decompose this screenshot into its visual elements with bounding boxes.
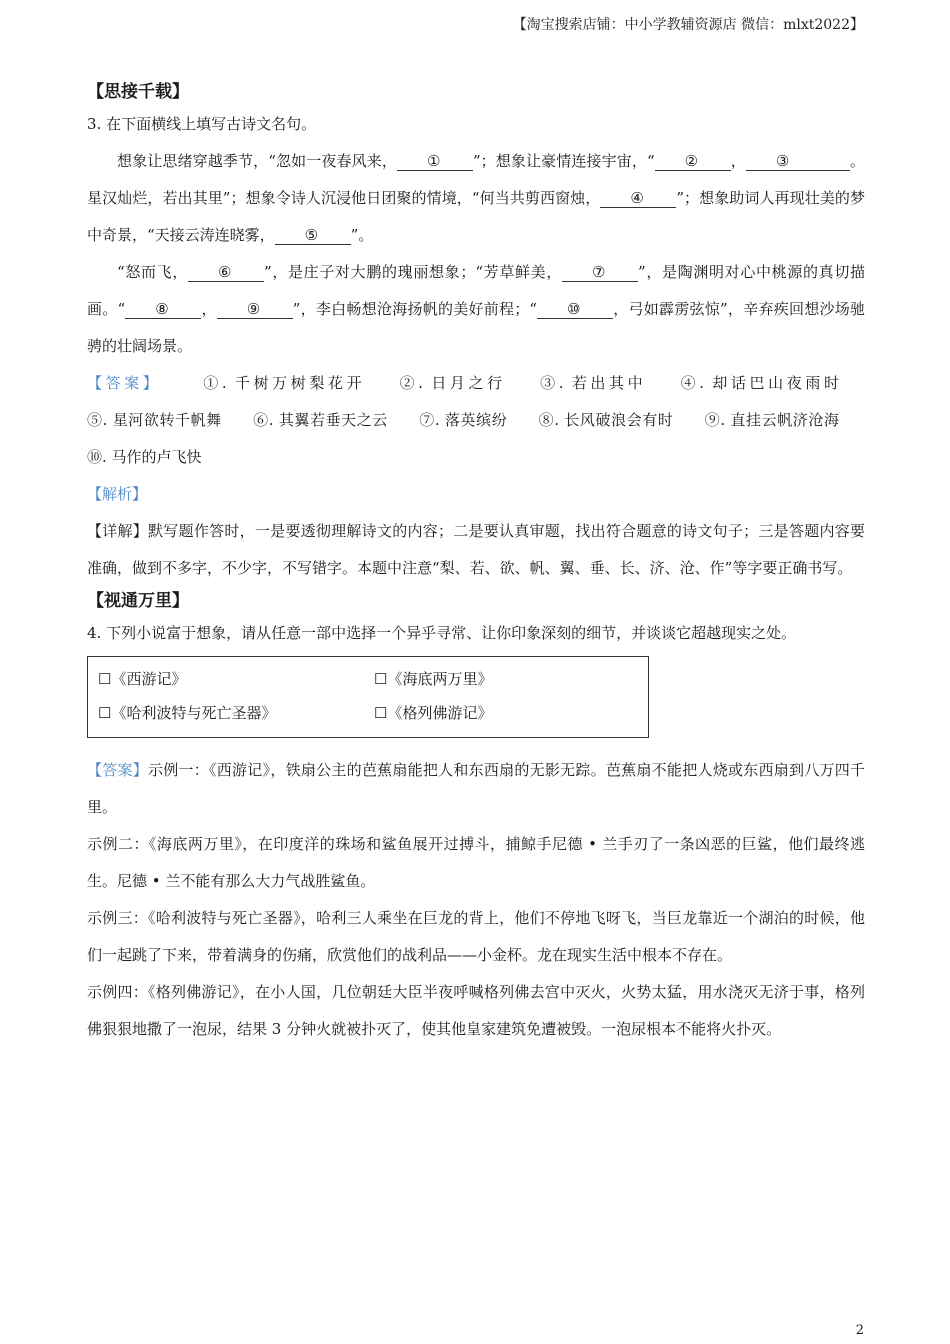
answer-item: ⑧. 长风破浪会有时: [538, 411, 674, 429]
blank-number: ⑦: [592, 263, 606, 281]
example-text: 示例一：《西游记》，铁扇公主的芭蕉扇能把人和东西扇的无影无踪。芭蕉扇不能把人烧或东西扇到八万四千里。: [87, 761, 865, 816]
page-number: 2: [855, 1323, 864, 1338]
document-body: [87, 78, 865, 1048]
answer-blank-9: [217, 300, 293, 319]
blank-number: ⑧: [155, 300, 169, 318]
text: 想象让思绪穿越季节，“忽如一夜春风来，: [117, 152, 397, 170]
answer-label: 【答案】: [87, 761, 149, 779]
choice-harry-potter[interactable]: ☐《哈利波特与死亡圣器》: [98, 704, 277, 722]
answer-blank-1: [397, 152, 473, 171]
section-title-1: 【思接千载】: [87, 82, 189, 102]
answer-blank-7: [562, 263, 638, 282]
answer-item: ③. 若出其中: [540, 374, 647, 392]
text: “怒而飞，: [117, 263, 188, 281]
answer-item: ①. 千树万树梨花开: [203, 374, 366, 392]
answer-item: ②. 日月之行: [399, 374, 506, 392]
answer-blank-5: [275, 226, 351, 245]
question-4-example-1: [87, 752, 865, 826]
answer-item: ⑩. 马作的卢飞快: [87, 448, 202, 466]
question-4-example-2: 示例二：《海底两万里》，在印度洋的珠场和鲨鱼展开过搏斗，捕鲸手尼德 • 兰手刃了一条凶恶的巨鲨，他们最终逃生。尼德 • 兰不能有那么大力气战胜鲨鱼。: [87, 835, 865, 890]
answer-item: ⑤. 星河欲转千帆舞: [87, 411, 222, 429]
blank-number: ⑤: [304, 226, 319, 244]
question-4-example-4: 示例四：《格列佛游记》，在小人国，几位朝廷大臣半夜呼喊格列佛去宫中灭火，火势太猛，用水浇灭无济于事，格列佛狠狠地撒了一泡尿，结果 3 分钟火就被扑灭了，使其他皇家建筑免遭被毁。一泡尿根本不能将火扑灭。: [87, 983, 865, 1038]
question-4-stem: 4. 下列小说富于想象，请从任意一部中选择一个异乎寻常、让你印象深刻的细节，并谈谈它超越现实之处。: [87, 624, 797, 642]
answer-blank-10: [537, 300, 613, 319]
detail-label: 【详解】: [87, 522, 149, 540]
text: 。星汉灿烂，若出其里”；想象令诗人沉浸他日团聚的情境，“何当共剪西窗烛，: [87, 152, 865, 207]
detail-text: 默写题作答时，一是要透彻理解诗文的内容；二是要认真审题，找出符合题意的诗文句子；三是答题内容要准确，做到不多字，不少字，不写错字。本题中注意“梨、若、欲、帆、翼、垂、长、济、沧、作”等字要正确书写。: [87, 522, 865, 577]
answer-item: ⑦. 落英缤纷: [419, 411, 508, 429]
answer-blank-2: [655, 152, 731, 171]
analysis-label: 【解析】: [87, 485, 148, 503]
blank-number: ①: [426, 152, 441, 170]
blank-number: ⑩: [566, 300, 581, 318]
choice-gulliver[interactable]: ☐《格列佛游记》: [374, 704, 493, 722]
page-header: 【淘宝搜索店铺：中小学教辅资源店 微信：mlxt2022】: [512, 17, 864, 33]
answer-item: ⑨. 直挂云帆济沧海: [704, 411, 839, 429]
question-4-choices-box: [87, 656, 649, 738]
question-4-example-3: 示例三：《哈利波特与死亡圣器》，哈利三人乘坐在巨龙的背上，他们不停地飞呀飞，当巨龙靠近一个湖泊的时候，他们一起跳了下来，带着满身的伤痛，欣赏他们的战利品——小金杯。龙在现实生活中根本不存在。: [87, 909, 865, 964]
text: ”；想象助词人再现壮美的梦中奇景，“天接云涛连晓雾，: [87, 189, 866, 244]
blank-number: ⑨: [246, 300, 261, 318]
question-3-stem: 3. 在下面横线上填写古诗文名句。: [87, 115, 317, 133]
answer-blank-3: [746, 152, 850, 171]
question-3-detail: [87, 513, 865, 587]
blank-number: ⑥: [218, 263, 232, 281]
choice-xiyouji[interactable]: ☐《西游记》: [98, 670, 187, 688]
answer-item: ④. 却话巴山夜雨时: [680, 374, 839, 392]
choice-haidi-liangwanli[interactable]: ☐《海底两万里》: [374, 670, 493, 688]
question-3-paragraph-1: [87, 143, 865, 254]
text: ”，李白畅想沧海扬帆的美好前程；“: [292, 300, 537, 318]
answer-label: 【答案】: [87, 374, 162, 392]
blank-number: ②: [684, 152, 699, 170]
question-3-analysis-label: [87, 476, 865, 513]
text: ，弓如霹雳弦惊”，辛弃疾回想沙场驰骋的壮阔场景。: [87, 300, 865, 355]
answer-blank-4: [600, 189, 676, 208]
answer-blank-6: [188, 263, 264, 282]
text: ”，是庄子对大鹏的瑰丽想象；“芳草鲜美，: [264, 263, 562, 281]
text: ”，是陶渊明对心中桃源的真切描画。“: [87, 263, 865, 318]
text: ”；想象让豪情连接宇宙，“: [472, 152, 655, 170]
text: ，: [730, 152, 746, 170]
answer-blank-8: [125, 300, 201, 319]
blank-number: ③: [775, 152, 790, 170]
blank-number: ④: [630, 189, 644, 207]
answer-item: ⑥. 其翼若垂天之云: [253, 411, 388, 429]
question-3-paragraph-2: [87, 254, 865, 365]
text: ”。: [350, 226, 374, 244]
section-title-2: 【视通万里】: [87, 591, 189, 611]
text: ，: [201, 300, 217, 318]
question-3-answer: [87, 365, 865, 476]
